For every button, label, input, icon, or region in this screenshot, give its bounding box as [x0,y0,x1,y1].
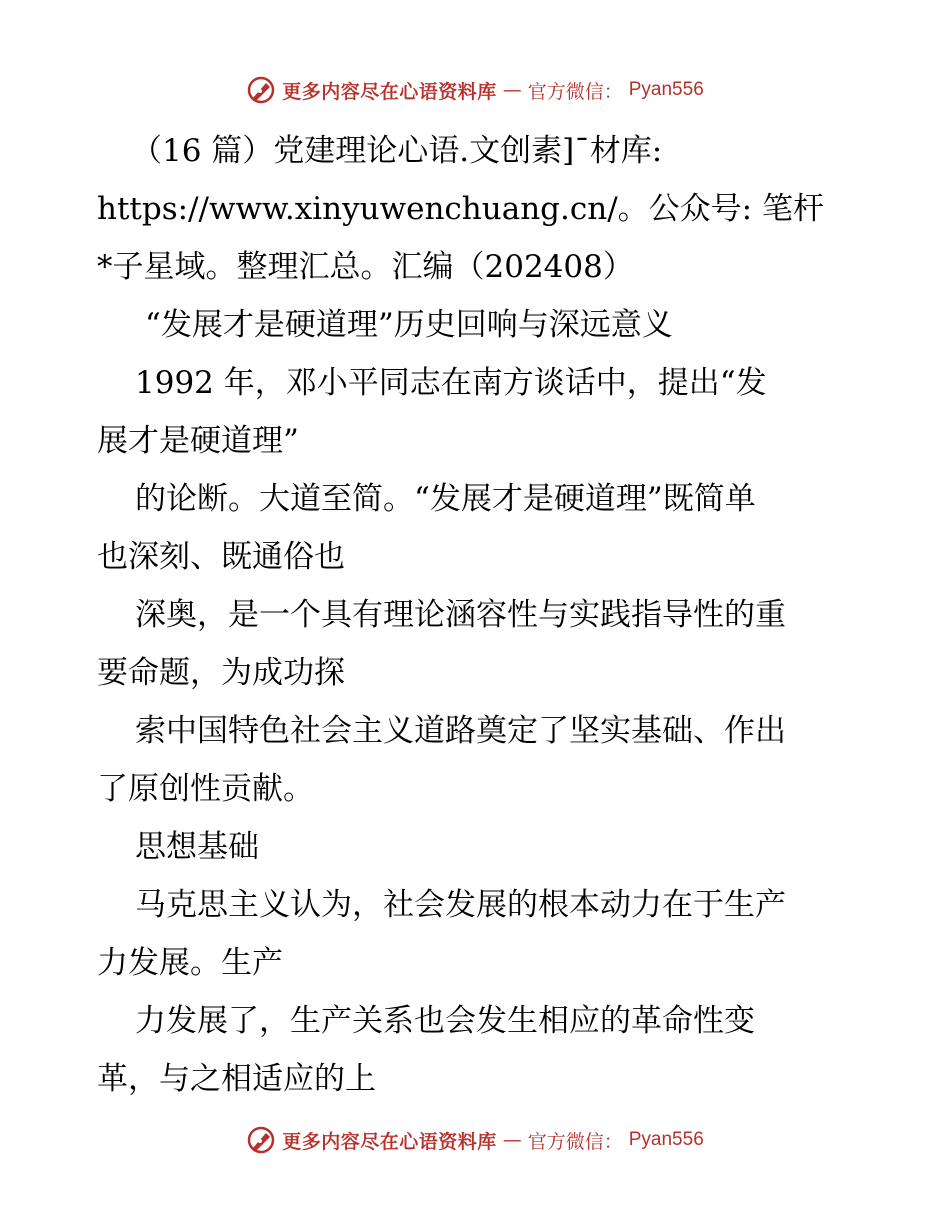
text-line: 也深刻、既通俗也 [97,539,345,575]
text-line: 力发展。生产 [97,945,283,981]
footer-banner [0,1120,950,1160]
text-line: https://www.xinyuwenchuang.cn/。公众号: 笔杆 [97,191,824,227]
section-heading: 思想基础 [135,829,259,865]
text-line: 深奥，是一个具有理论涵容性与实践指导性的重 [135,597,786,633]
banner-slogan: 更多内容尽在心语资料库 [282,80,497,103]
banner-wechat-id: Pyan556 [628,1129,704,1150]
text-line: （16 篇）党建理论心语.文创素]¯材库: [131,133,663,169]
text-line: 力发展了，生产关系也会发生相应的革命性变 [135,1003,755,1039]
text-line: *子星域。整理汇总。汇编（202408） [97,249,634,285]
text-line: 革，与之相适应的上 [97,1061,376,1097]
text-line: 1992 年，邓小平同志在南方谈话中，提出“发 [135,365,767,401]
banner-dash: — [502,1129,522,1151]
document-body [97,122,857,1108]
text-line: 马克思主义认为，社会发展的根本动力在于生产 [135,887,786,923]
banner-wechat-label: 官方微信： [527,80,623,103]
pen-logo-icon [246,75,276,105]
header-banner [0,70,950,110]
text-line: 了原创性贡献。 [97,771,314,807]
banner-wechat-id: Pyan556 [628,79,704,100]
text-line: 要命题，为成功探 [97,655,345,691]
text-line: 展才是硬道理” [97,423,299,459]
banner-wechat-label: 官方微信： [527,1130,623,1153]
text-line: 的论断。大道至简。“发展才是硬道理”既简单 [135,481,756,517]
banner-dash: — [502,79,522,101]
banner-slogan: 更多内容尽在心语资料库 [282,1130,497,1153]
text-line: 索中国特色社会主义道路奠定了坚实基础、作出 [135,713,786,749]
pen-logo-icon [246,1125,276,1155]
article-title: “发展才是硬道理”历史回响与深远意义 [145,307,673,343]
